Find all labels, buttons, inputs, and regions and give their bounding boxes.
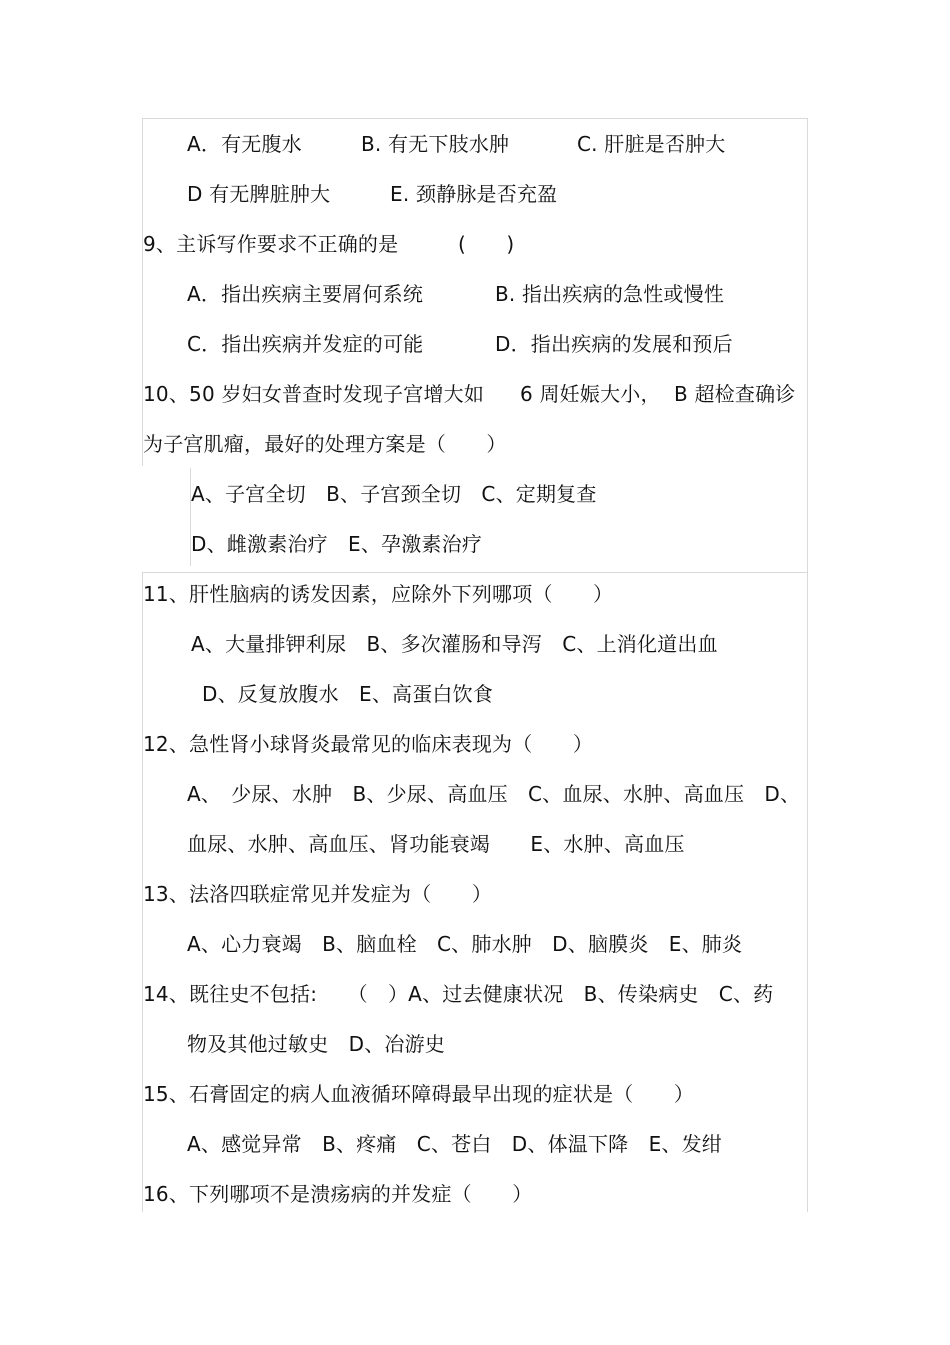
q12-options-line2: 血尿、水肿、高血压、肾功能衰竭 E、水肿、高血压 xyxy=(187,832,685,856)
q9-option-b: B. 指出疾病的急性或慢性 xyxy=(495,282,725,306)
q15-stem: 15、石膏固定的病人血液循环障碍最早出现的症状是（ ） xyxy=(143,1082,695,1106)
q11-options-line1: A、大量排钾利尿 B、多次灌肠和导泻 C、上消化道出血 xyxy=(191,632,718,656)
q9-option-c: C．指出疾病并发症的可能 xyxy=(187,332,424,356)
q8-option-e: E. 颈静脉是否充盈 xyxy=(390,182,558,206)
q10-options-line2: D、雌激素治疗 E、孕激素治疗 xyxy=(191,532,483,556)
q8-option-b: B. 有无下肢水肿 xyxy=(361,132,510,156)
q8-option-a: A．有无腹水 xyxy=(187,132,302,156)
frame-left-line xyxy=(142,118,143,466)
q13-stem: 13、法洛四联症常见并发症为（ ） xyxy=(143,882,493,906)
q9-blank: ( ) xyxy=(458,232,515,256)
q9-stem: 9、主诉写作要求不正确的是 xyxy=(143,232,399,256)
q15-options: A、感觉异常 B、疼痛 C、苍白 D、体温下降 E、发绀 xyxy=(187,1132,723,1156)
q14-stem-line2: 物及其他过敏史 D、冶游史 xyxy=(187,1032,446,1056)
q8-option-c: C. 肝脏是否肿大 xyxy=(577,132,726,156)
frame-right-line xyxy=(807,118,808,1212)
q11-stem: 11、肝性脑病的诱发因素，应除外下列哪项（ ） xyxy=(143,582,614,606)
q16-stem: 16、下列哪项不是溃疡病的并发症（ ） xyxy=(143,1182,533,1206)
q10-stem-part1: 10、50 岁妇女普查时发现子宫增大如 xyxy=(143,382,485,406)
q9-option-d: D．指出疾病的发展和预后 xyxy=(495,332,733,356)
q8-option-d: D 有无脾脏肿大 xyxy=(187,182,331,206)
frame-separator-line xyxy=(142,572,808,573)
q14-stem: 14、既往史不包括: （ ）A、过去健康状况 B、传染病史 C、药 xyxy=(143,982,774,1006)
q9-option-a: A．指出疾病主要屑何系统 xyxy=(187,282,424,306)
q10-stem-part2: 6 周妊娠大小， xyxy=(520,382,661,406)
frame-top-line xyxy=(142,118,808,119)
q10-options-line1: A、子宫全切 B、子宫颈全切 C、定期复查 xyxy=(191,482,597,506)
q12-options-line1: A、 少尿、水肿 B、少尿、高血压 C、血尿、水肿、高血压 D、 xyxy=(187,782,801,806)
q13-options: A、心力衰竭 B、脑血栓 C、肺水肿 D、脑膜炎 E、肺炎 xyxy=(187,932,743,956)
q12-stem: 12、急性肾小球肾炎最常见的临床表现为（ ） xyxy=(143,732,594,756)
q10-stem-part3: B 超检查确诊 xyxy=(674,382,796,406)
q11-options-line2: D、反复放腹水 E、高蛋白饮食 xyxy=(202,682,494,706)
q10-stem-line2: 为子宫肌瘤，最好的处理方案是（ ） xyxy=(143,432,507,456)
